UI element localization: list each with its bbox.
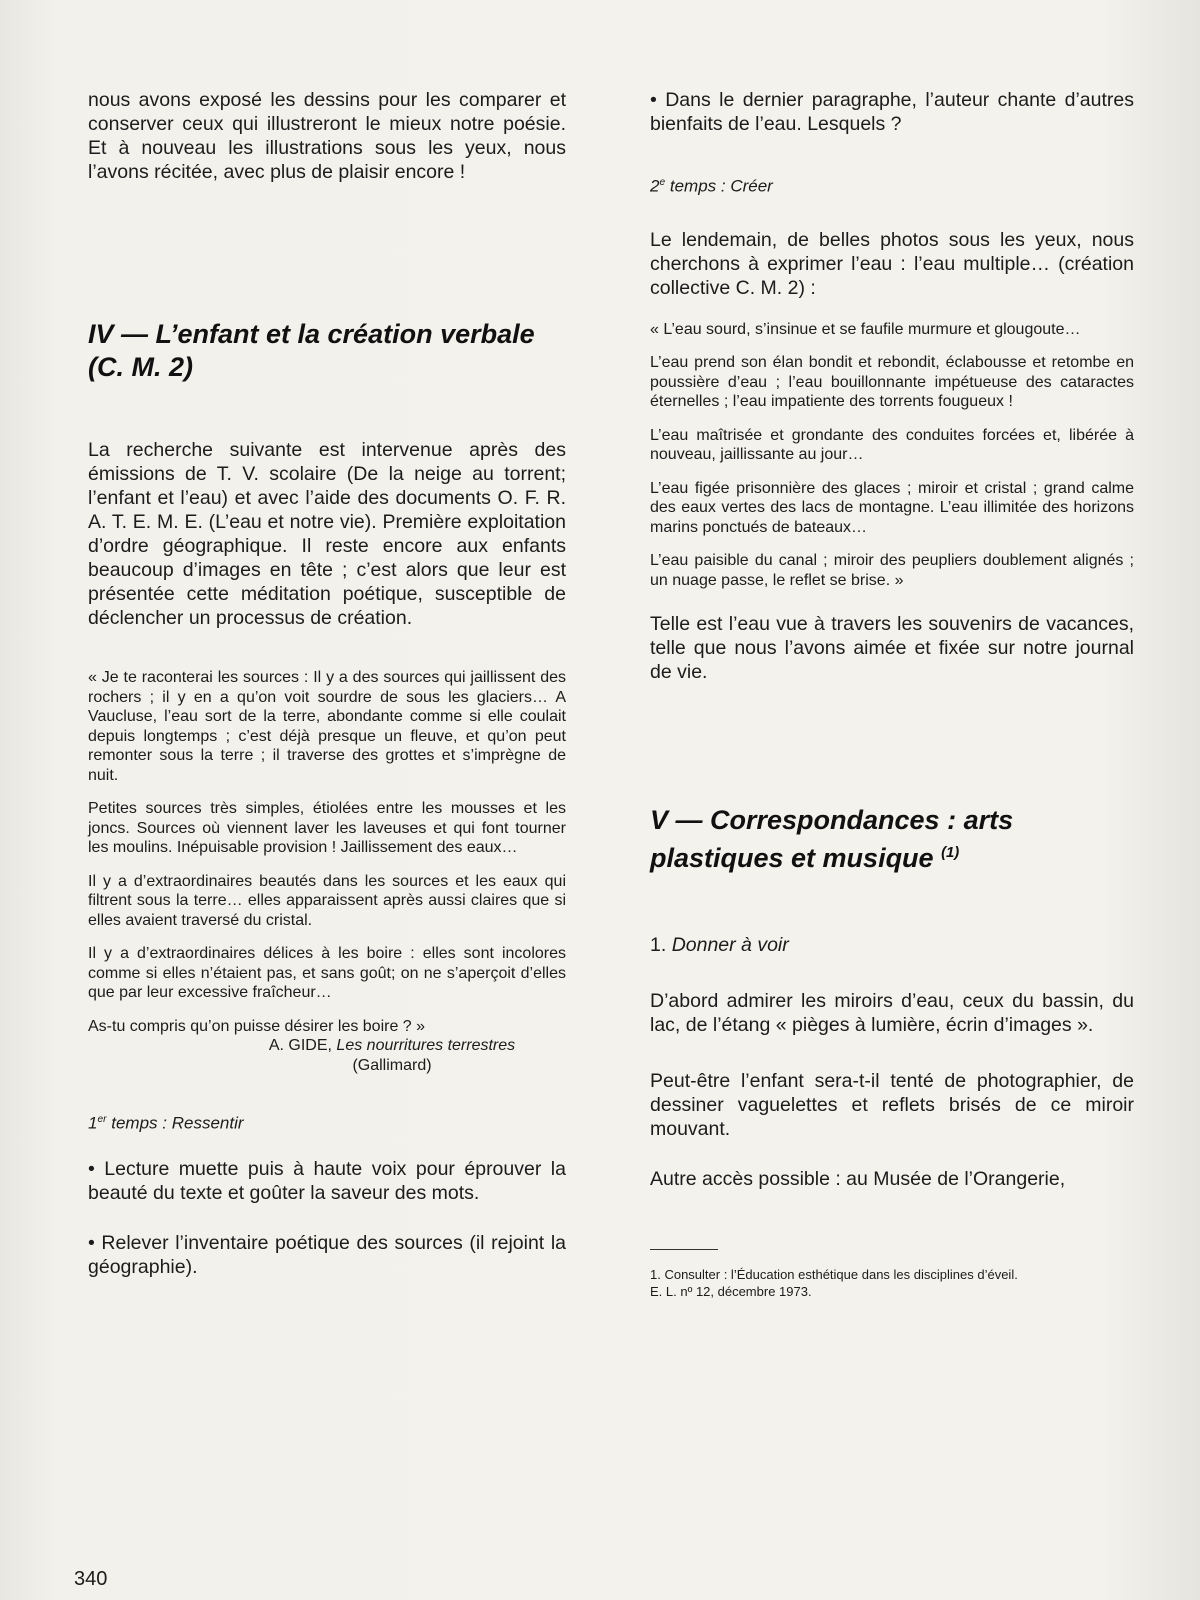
page-number: 340 [74,1568,108,1590]
gide-quote [88,668,566,1075]
footnote-line: E. L. nº 12, décembre 1973. [650,1284,812,1300]
poem-stanza: L’eau prend son élan bondit et rebondit, éclabousse et retombe en poussière d’eau ; l’eau bouillonnante impétueuse des cataractes éternelles ; l’eau impatiente des torrents fougueux ! [650,354,1134,411]
quote-paragraph: « Je te raconterai les sources : Il y a des sources qui jaillissent des rochers ; il y en a qu’on voit sourdre de sous les glaciers… A Vaucluse, l’eau sort de la terre, abondante comme si elle coulait depuis longtemps ; c’est déjà presque un fleuve, et qu’on peut remonter sous la terre ; il traverse des grottes et s’imprègne de nuit. [88,669,566,784]
quote-paragraph: As-tu compris qu’on puisse désirer les boire ? » [88,1017,426,1035]
section-v-paragraph: Autre accès possible : au Musée de l’Orangerie, [650,1168,1066,1191]
section-iv-paragraph: La recherche suivante est intervenue après des émissions de T. V. scolaire (De la neige au torrent; l’enfant et l’eau) et avec l’aide des documents O. F. R. A. T. E. M. E. (L’eau et notre vie). Première exploitation d’ordre géographique. Il reste encore aux enfants beaucoup d’images en tête ; c’est alors que leur est présentée cette méditation poétique, susceptible de déclencher un processus de création. [88,439,566,629]
left-column [88,88,566,1279]
quote-attribution [88,1036,566,1075]
quote-paragraph: Petites sources très simples, étiolées entre les mousses et les joncs. Sources où viennent laver les laveuses et qui font tourner les moulins. Inépuisable provision ! Jaillissement des eaux… [88,800,566,856]
temps1-bullet: • Lecture muette puis à haute voix pour éprouver la beauté du texte et goûter la saveur des mots. [88,1157,566,1204]
section-v-paragraph: Peut-être l’enfant sera-t-il tenté de photographier, de dessiner vaguelettes et reflets brisés de ce miroir mouvant. [650,1070,1134,1141]
subsection-title: 1. Donner à voir [650,934,789,957]
temps1-label: 1er temps : Ressentir [88,1113,244,1133]
poem-stanza: L’eau maîtrisée et grondante des conduites forcées et, libérée à nouveau, jaillissante au jour… [650,426,1134,464]
section-iv-heading: IV — L’enfant et la création verbale (C. M. 2) [88,319,535,382]
quote-author: A. GIDE, [268,1037,332,1054]
quote-paragraph: Il y a d’extraordinaires délices à les boire : elles sont incolores comme si elles n’étaient pas, et sans goût; on ne s’aperçoit d’elles que par leur excessive fraîcheur… [88,945,566,1001]
temps1-bullet: • Relever l’inventaire poétique des sources (il rejoint la géographie). [88,1231,566,1278]
temps2-conclusion: Telle est l’eau vue à travers les souvenirs de vacances, telle que nous l’avons aimée et fixée sur notre journal de vie. [650,613,1134,684]
quote-work-title: Les nourritures terrestres [336,1037,516,1054]
poem-stanza: « L’eau sourd, s’insinue et se faufile murmure et glougoute… [650,320,1081,338]
collective-poem [650,320,1134,591]
section-v-heading: V — Correspondances : arts plastiques et musique $^{(1)}$ [650,805,1014,874]
footnote-marker: (1) [941,845,960,862]
quote-paragraph: Il y a d’extraordinaires beautés dans les sources et les eaux qui filtrent sous la terre… elles apparaissent après aussi claires que si elles avaient traversé du cristal. [88,872,566,929]
quote-publisher: (Gallimard) [352,1056,432,1074]
temps2-label: 2e temps : Créer [650,176,773,196]
poem-stanza: L’eau figée prisonnière des glaces ; miroir et cristal ; grand calme des eaux vertes des lacs de montagne. L’eau illimitée des horizons marins ponctués de bateaux… [650,479,1134,536]
intro-paragraph: nous avons exposé les dessins pour les comparer et conserver ceux qui illustreront le mieux notre poésie. Et à nouveau les illustrations sous les yeux, nous l’avons récitée, avec plus de plaisir encore ! [88,89,566,183]
temps2-intro: Le lendemain, de belles photos sous les yeux, nous cherchons à exprimer l’eau : l’eau multiple… (création collective C. M. 2) : [650,228,1134,299]
section-v-paragraph: D’abord admirer les miroirs d’eau, ceux du bassin, du lac, de l’étang « pièges à lumière, écrin d’images ». [650,990,1134,1037]
bullet-last-paragraph: • Dans le dernier paragraphe, l’auteur chante d’autres bienfaits de l’eau. Lesquels ? [650,89,1134,135]
poem-stanza: L’eau paisible du canal ; miroir des peupliers doublement alignés ; un nuage passe, le reflet se brise. » [650,552,1134,589]
right-column [650,88,1134,1300]
footnote-line: 1. Consulter : l’Éducation esthétique dans les disciplines d’éveil. [650,1267,1018,1283]
